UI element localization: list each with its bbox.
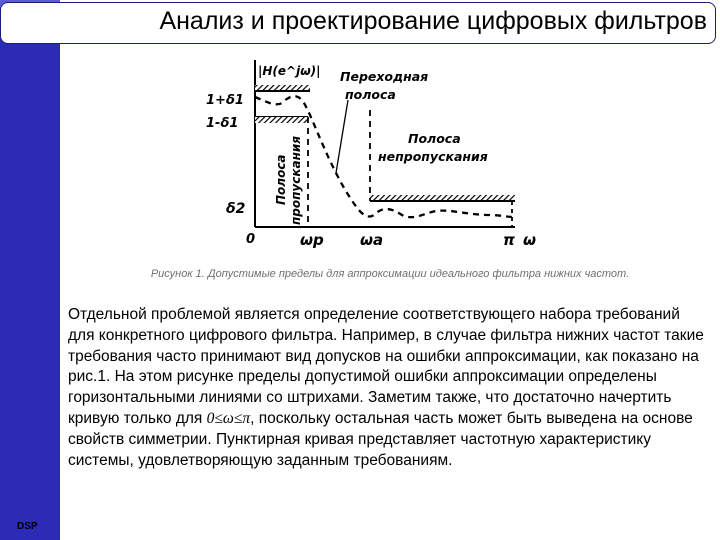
slide-title: Анализ и проектирование цифровых фильтров — [159, 7, 707, 35]
body-paragraph-part-2: , поскольку остальная часть может быть выведена на основе свойств симметрии. Пунктирная кривая представляет частотную характеристику системы, удовлетворяющую заданным требованиям. — [68, 409, 693, 469]
transition-band-label-1: Переходная — [340, 69, 429, 84]
x-axis-label-omega: ω — [523, 231, 537, 249]
transition-band-label-2: полоса — [345, 87, 396, 102]
left-accent-bar — [0, 0, 60, 540]
tick-label-zero: 0 — [246, 232, 256, 247]
body-paragraph — [68, 305, 708, 471]
passband-label-1: Полоса — [274, 154, 288, 205]
stopband-label-1: Полоса — [408, 131, 461, 146]
body-paragraph-math: 0≤ω≤π — [206, 409, 251, 427]
lower-passband-limit-hatch — [255, 117, 308, 123]
tick-label-1-plus-delta1: 1+δ1 — [206, 93, 244, 108]
filter-tolerance-figure — [190, 55, 550, 260]
y-axis-label: |H(e^jω)| — [258, 64, 321, 78]
footer-dsp-label: DSP — [17, 521, 38, 532]
tick-label-pi: π — [503, 231, 515, 249]
title-banner — [0, 2, 716, 44]
figure-caption: Рисунок 1. Допустимые пределы для аппроксимации идеального фильтра нижних частот. — [150, 268, 630, 280]
tick-label-1-minus-delta1: 1-δ1 — [206, 116, 239, 131]
tick-label-omega-p: ωp — [300, 231, 324, 249]
body-paragraph-part-1: Отдельной проблемой является определение соответствующего набора требований для конкретного цифрового фильтра. Например, в случае фильтра нижних частот такие требования часто принимают вид допусков на ошибки аппроксимации, как показано на рис.1. На этом рисунке пределы допустимой ошибки аппроксимации определены горизонтальными линиями со штрихами. Заметим также, что достаточно начертить кривую только для — [68, 306, 704, 427]
tick-label-delta2: δ2 — [226, 201, 246, 217]
transition-pointer — [336, 100, 348, 173]
stopband-label-2: непропускания — [378, 149, 488, 164]
tick-label-omega-a: ωa — [360, 231, 384, 249]
passband-label-2: пропускания — [289, 136, 303, 225]
